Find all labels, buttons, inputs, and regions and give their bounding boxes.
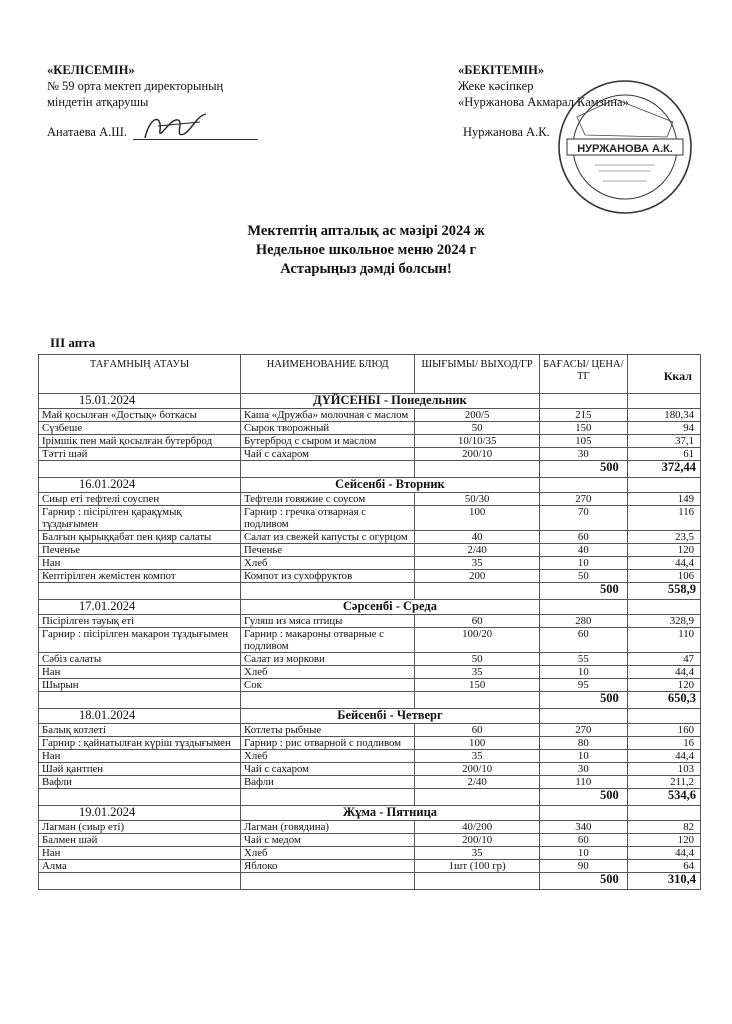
dish-kcal: 106 <box>627 570 700 583</box>
dish-price: 60 <box>539 531 627 544</box>
day-name: ДҮЙСЕНБІ - Понедельник <box>241 394 540 409</box>
dish-name-kz: Балмен шәй <box>39 834 241 847</box>
day-name: Сейсенбі - Вторник <box>241 478 540 493</box>
dish-name-kz: Ірімшік пен май қосылған бутерброд <box>39 435 241 448</box>
dish-name-kz: Пісірілген тауық еті <box>39 615 241 628</box>
dish-name-kz: Гарнир : қайнатылған күріш тұздығымен <box>39 737 241 750</box>
signature-left-icon <box>140 108 210 148</box>
table-row <box>39 834 701 847</box>
dish-name-kz: Сәбіз салаты <box>39 653 241 666</box>
dish-price: 280 <box>539 615 627 628</box>
dish-yield: 2/40 <box>415 544 539 557</box>
dish-name-ru: Компот из сухофруктов <box>241 570 415 583</box>
dish-kcal: 44,4 <box>627 847 700 860</box>
dish-yield: 50 <box>415 422 539 435</box>
dish-yield: 150 <box>415 679 539 692</box>
empty-cell <box>415 789 539 806</box>
dish-name-ru: Чай с сахаром <box>241 763 415 776</box>
empty-cell <box>415 583 539 600</box>
table-row <box>39 724 701 737</box>
dish-kcal: 180,34 <box>627 409 700 422</box>
table-row <box>39 422 701 435</box>
dish-name-ru: Хлеб <box>241 750 415 763</box>
dish-price: 95 <box>539 679 627 692</box>
dish-kcal: 120 <box>627 679 700 692</box>
agreed-line1: № 59 орта мектеп директорының <box>47 79 224 93</box>
dish-yield: 100 <box>415 737 539 750</box>
dish-name-kz: Гарнир : пісірілген макарон тұздығымен <box>39 628 241 653</box>
empty-cell <box>539 394 627 409</box>
total-kcal: 650,3 <box>627 692 700 709</box>
empty-cell <box>415 461 539 478</box>
col-header-yield: ШЫҒЫМЫ/ ВЫХОД/ГР <box>415 355 539 394</box>
empty-cell <box>39 873 241 890</box>
dish-yield: 200/10 <box>415 448 539 461</box>
empty-cell <box>539 478 627 493</box>
dish-yield: 10/10/35 <box>415 435 539 448</box>
total-price: 500 <box>539 789 627 806</box>
table-row <box>39 570 701 583</box>
stamp-name: НУРЖАНОВА А.К. <box>577 143 673 155</box>
empty-cell <box>241 461 415 478</box>
dish-price: 10 <box>539 557 627 570</box>
dish-price: 10 <box>539 750 627 763</box>
agreed-title: «КЕЛІСЕМІН» <box>47 63 135 77</box>
table-row <box>39 750 701 763</box>
dish-name-ru: Вафли <box>241 776 415 789</box>
day-name: Сәрсенбі - Среда <box>241 600 540 615</box>
empty-cell <box>415 873 539 890</box>
agreed-line2: міндетін атқарушы <box>47 95 149 109</box>
dish-price: 80 <box>539 737 627 750</box>
dish-name-kz: Нан <box>39 750 241 763</box>
empty-cell <box>539 806 627 821</box>
dish-name-ru: Бутерброд с сыром и маслом <box>241 435 415 448</box>
day-header-row <box>39 806 701 821</box>
dish-kcal: 44,4 <box>627 557 700 570</box>
empty-cell <box>627 709 700 724</box>
day-total-row <box>39 789 701 806</box>
dish-name-ru: Хлеб <box>241 666 415 679</box>
dish-name-kz: Балғын қырыққабат пен қияр салаты <box>39 531 241 544</box>
total-kcal: 310,4 <box>627 873 700 890</box>
dish-name-ru: Яблоко <box>241 860 415 873</box>
dish-name-ru: Тефтели говяжие с соусом <box>241 493 415 506</box>
day-header-row <box>39 600 701 615</box>
menu-table <box>38 354 701 890</box>
dish-yield: 60 <box>415 724 539 737</box>
dish-name-ru: Чай с сахаром <box>241 448 415 461</box>
dish-name-kz: Шәй қантпен <box>39 763 241 776</box>
dish-price: 90 <box>539 860 627 873</box>
table-header-row <box>39 355 701 394</box>
total-price: 500 <box>539 873 627 890</box>
dish-yield: 2/40 <box>415 776 539 789</box>
dish-kcal: 47 <box>627 653 700 666</box>
table-row <box>39 615 701 628</box>
day-total-row <box>39 692 701 709</box>
dish-name-ru: Гарнир : макароны отварные с подливом <box>241 628 415 653</box>
day-header-row <box>39 478 701 493</box>
dish-name-kz: Нан <box>39 557 241 570</box>
dish-kcal: 110 <box>627 628 700 653</box>
dish-name-kz: Вафли <box>39 776 241 789</box>
dish-price: 215 <box>539 409 627 422</box>
empty-cell <box>241 583 415 600</box>
dish-yield: 200/10 <box>415 834 539 847</box>
dish-name-kz: Шырын <box>39 679 241 692</box>
table-row <box>39 448 701 461</box>
col-header-kcal: Ккал <box>627 355 700 394</box>
day-date: 16.01.2024 <box>39 478 241 493</box>
title-line3: Астарыңыз дәмді болсын! <box>280 261 452 277</box>
dish-kcal: 328,9 <box>627 615 700 628</box>
dish-price: 60 <box>539 628 627 653</box>
empty-cell <box>39 583 241 600</box>
dish-kcal: 160 <box>627 724 700 737</box>
day-name: Бейсенбі - Четверг <box>241 709 540 724</box>
table-row <box>39 506 701 531</box>
table-row <box>39 409 701 422</box>
col-header-kz-name: ТАҒАМНЫҢ АТАУЫ <box>39 355 241 394</box>
total-kcal: 372,44 <box>627 461 700 478</box>
table-row <box>39 763 701 776</box>
empty-cell <box>627 806 700 821</box>
day-date: 15.01.2024 <box>39 394 241 409</box>
dish-name-ru: Печенье <box>241 544 415 557</box>
dish-yield: 35 <box>415 847 539 860</box>
dish-price: 105 <box>539 435 627 448</box>
approved-signer: Нуржанова А.К. <box>463 125 550 139</box>
dish-yield: 40/200 <box>415 821 539 834</box>
table-row <box>39 493 701 506</box>
agreed-signer: Анатаева А.Ш. <box>47 125 127 139</box>
menu-table-body <box>39 394 701 890</box>
dish-name-ru: Лагман (говядина) <box>241 821 415 834</box>
empty-cell <box>627 478 700 493</box>
empty-cell <box>39 692 241 709</box>
dish-yield: 100 <box>415 506 539 531</box>
dish-yield: 35 <box>415 666 539 679</box>
dish-price: 10 <box>539 666 627 679</box>
dish-kcal: 120 <box>627 834 700 847</box>
dish-yield: 200/10 <box>415 763 539 776</box>
stamp-seal-icon <box>555 77 695 217</box>
dish-kcal: 82 <box>627 821 700 834</box>
dish-name-kz: Балық котлеті <box>39 724 241 737</box>
dish-name-kz: Гарнир : пісірілген қарақұмық тұздығымен <box>39 506 241 531</box>
total-price: 500 <box>539 583 627 600</box>
table-row <box>39 860 701 873</box>
dish-yield: 50/30 <box>415 493 539 506</box>
dish-name-ru: Гарнир : рис отварной с подливом <box>241 737 415 750</box>
dish-name-kz: Лагман (сиыр еті) <box>39 821 241 834</box>
dish-yield: 40 <box>415 531 539 544</box>
dish-kcal: 44,4 <box>627 750 700 763</box>
total-kcal: 558,9 <box>627 583 700 600</box>
dish-name-ru: Хлеб <box>241 847 415 860</box>
dish-name-kz: Тәтті шәй <box>39 448 241 461</box>
day-header-row <box>39 394 701 409</box>
dish-kcal: 64 <box>627 860 700 873</box>
dish-kcal: 23,5 <box>627 531 700 544</box>
dish-kcal: 211,2 <box>627 776 700 789</box>
dish-yield: 35 <box>415 750 539 763</box>
dish-yield: 100/20 <box>415 628 539 653</box>
day-date: 17.01.2024 <box>39 600 241 615</box>
dish-yield: 200 <box>415 570 539 583</box>
table-row <box>39 653 701 666</box>
dish-name-kz: Сиыр еті тефтелі соуспен <box>39 493 241 506</box>
day-header-row <box>39 709 701 724</box>
dish-name-kz: Алма <box>39 860 241 873</box>
title-line1: Мектептің апталық ас мәзірі 2024 ж <box>247 223 485 239</box>
dish-name-kz: Сүзбеше <box>39 422 241 435</box>
table-row <box>39 557 701 570</box>
page-title <box>0 222 732 279</box>
table-row <box>39 847 701 860</box>
day-total-row <box>39 461 701 478</box>
dish-kcal: 116 <box>627 506 700 531</box>
dish-price: 70 <box>539 506 627 531</box>
dish-price: 30 <box>539 763 627 776</box>
dish-name-kz: Нан <box>39 666 241 679</box>
dish-yield: 200/5 <box>415 409 539 422</box>
dish-kcal: 103 <box>627 763 700 776</box>
dish-name-kz: Кептірілген жемістен компот <box>39 570 241 583</box>
dish-name-kz: Май қосылған «Достық» боткасы <box>39 409 241 422</box>
empty-cell <box>627 600 700 615</box>
dish-price: 110 <box>539 776 627 789</box>
table-row <box>39 776 701 789</box>
dish-name-ru: Гуляш из мяса птицы <box>241 615 415 628</box>
total-kcal: 534,6 <box>627 789 700 806</box>
dish-name-ru: Салат из моркови <box>241 653 415 666</box>
day-date: 19.01.2024 <box>39 806 241 821</box>
dish-kcal: 37,1 <box>627 435 700 448</box>
approved-title: «БЕКІТЕМІН» <box>458 63 545 77</box>
empty-cell <box>415 692 539 709</box>
col-header-price: БАҒАСЫ/ ЦЕНА/ТГ <box>539 355 627 394</box>
dish-name-ru: Котлеты рыбные <box>241 724 415 737</box>
empty-cell <box>241 873 415 890</box>
empty-cell <box>39 461 241 478</box>
dish-price: 270 <box>539 493 627 506</box>
dish-name-ru: Сок <box>241 679 415 692</box>
day-date: 18.01.2024 <box>39 709 241 724</box>
empty-cell <box>241 789 415 806</box>
table-row <box>39 821 701 834</box>
table-row <box>39 666 701 679</box>
dish-kcal: 61 <box>627 448 700 461</box>
dish-kcal: 149 <box>627 493 700 506</box>
dish-price: 60 <box>539 834 627 847</box>
dish-kcal: 44,4 <box>627 666 700 679</box>
table-row <box>39 544 701 557</box>
dish-price: 10 <box>539 847 627 860</box>
table-row <box>39 737 701 750</box>
empty-cell <box>627 394 700 409</box>
dish-kcal: 16 <box>627 737 700 750</box>
dish-yield: 1шт (100 гр) <box>415 860 539 873</box>
dish-name-ru: Каша «Дружба» молочная с маслом <box>241 409 415 422</box>
dish-name-ru: Гарнир : гречка отварная с подливом <box>241 506 415 531</box>
table-row <box>39 531 701 544</box>
total-price: 500 <box>539 692 627 709</box>
dish-price: 340 <box>539 821 627 834</box>
dish-name-kz: Нан <box>39 847 241 860</box>
empty-cell <box>39 789 241 806</box>
day-name: Жұма - Пятница <box>241 806 540 821</box>
dish-yield: 50 <box>415 653 539 666</box>
table-row <box>39 679 701 692</box>
empty-cell <box>539 600 627 615</box>
dish-yield: 35 <box>415 557 539 570</box>
total-price: 500 <box>539 461 627 478</box>
day-total-row <box>39 873 701 890</box>
dish-name-ru: Салат из свежей капусты с огурцом <box>241 531 415 544</box>
dish-name-ru: Чай с медом <box>241 834 415 847</box>
approved-line2: «Нуржанова Акмарал Камзина» <box>458 95 629 109</box>
dish-price: 55 <box>539 653 627 666</box>
dish-price: 30 <box>539 448 627 461</box>
approval-block-left <box>47 62 223 110</box>
dish-yield: 60 <box>415 615 539 628</box>
dish-price: 40 <box>539 544 627 557</box>
table-row <box>39 628 701 653</box>
dish-name-kz: Печенье <box>39 544 241 557</box>
dish-name-ru: Хлеб <box>241 557 415 570</box>
approved-line1: Жеке кәсіпкер <box>458 79 534 93</box>
title-line2: Недельное школьное меню 2024 г <box>255 242 477 258</box>
day-total-row <box>39 583 701 600</box>
dish-price: 270 <box>539 724 627 737</box>
table-row <box>39 435 701 448</box>
col-header-ru-name: НАИМЕНОВАНИЕ БЛЮД <box>241 355 415 394</box>
empty-cell <box>539 709 627 724</box>
week-label: III апта <box>50 335 96 350</box>
dish-kcal: 120 <box>627 544 700 557</box>
dish-kcal: 94 <box>627 422 700 435</box>
dish-price: 50 <box>539 570 627 583</box>
empty-cell <box>241 692 415 709</box>
dish-name-ru: Сырок творожный <box>241 422 415 435</box>
dish-price: 150 <box>539 422 627 435</box>
